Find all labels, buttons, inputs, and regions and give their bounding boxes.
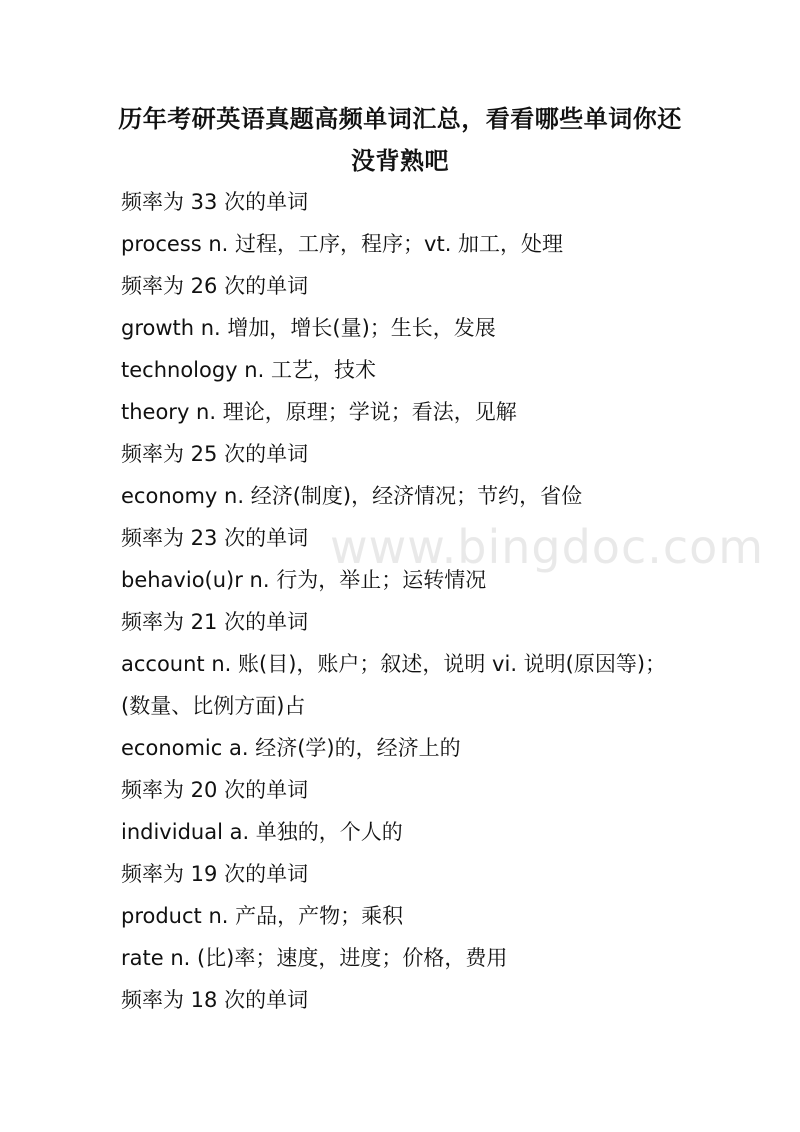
frequency-heading: 频率为 19 次的单词 [121, 862, 309, 886]
word-entry: growth n. 增加，增长(量)；生长，发展 [121, 316, 496, 340]
word-entry: account n. 账(目)，账户；叙述，说明 vi. 说明(原因等)；(数量、比例方面)占 [121, 652, 667, 718]
word-entry: technology n. 工艺，技术 [121, 358, 376, 382]
word-entry: individual a. 单独的，个人的 [121, 820, 403, 844]
word-entry: economic a. 经济(学)的，经济上的 [121, 736, 461, 760]
frequency-heading: 频率为 21 次的单词 [121, 610, 309, 634]
word-entry: theory n. 理论，原理；学说；看法，见解 [121, 400, 517, 424]
frequency-heading: 频率为 23 次的单词 [121, 526, 309, 550]
word-entry: rate n. (比)率；速度，进度；价格，费用 [121, 946, 508, 970]
frequency-heading: 频率为 25 次的单词 [121, 442, 309, 466]
frequency-heading: 频率为 20 次的单词 [121, 778, 309, 802]
watermark: www.bingdoc.com [330, 520, 765, 574]
document-title: 历年考研英语真题高频单词汇总，看看哪些单词你还没背熟吧 [118, 105, 682, 175]
frequency-heading: 频率为 26 次的单词 [121, 274, 309, 298]
word-entry: behavio(u)r n. 行为，举止；运转情况 [121, 568, 487, 592]
word-entry: economy n. 经济(制度)，经济情况；节约，省俭 [121, 484, 583, 508]
word-list [121, 181, 691, 1021]
word-entry: product n. 产品，产物；乘积 [121, 904, 404, 928]
frequency-heading: 频率为 18 次的单词 [121, 988, 309, 1012]
frequency-heading: 频率为 33 次的单词 [121, 190, 309, 214]
word-entry: process n. 过程，工序，程序；vt. 加工，处理 [121, 232, 564, 256]
